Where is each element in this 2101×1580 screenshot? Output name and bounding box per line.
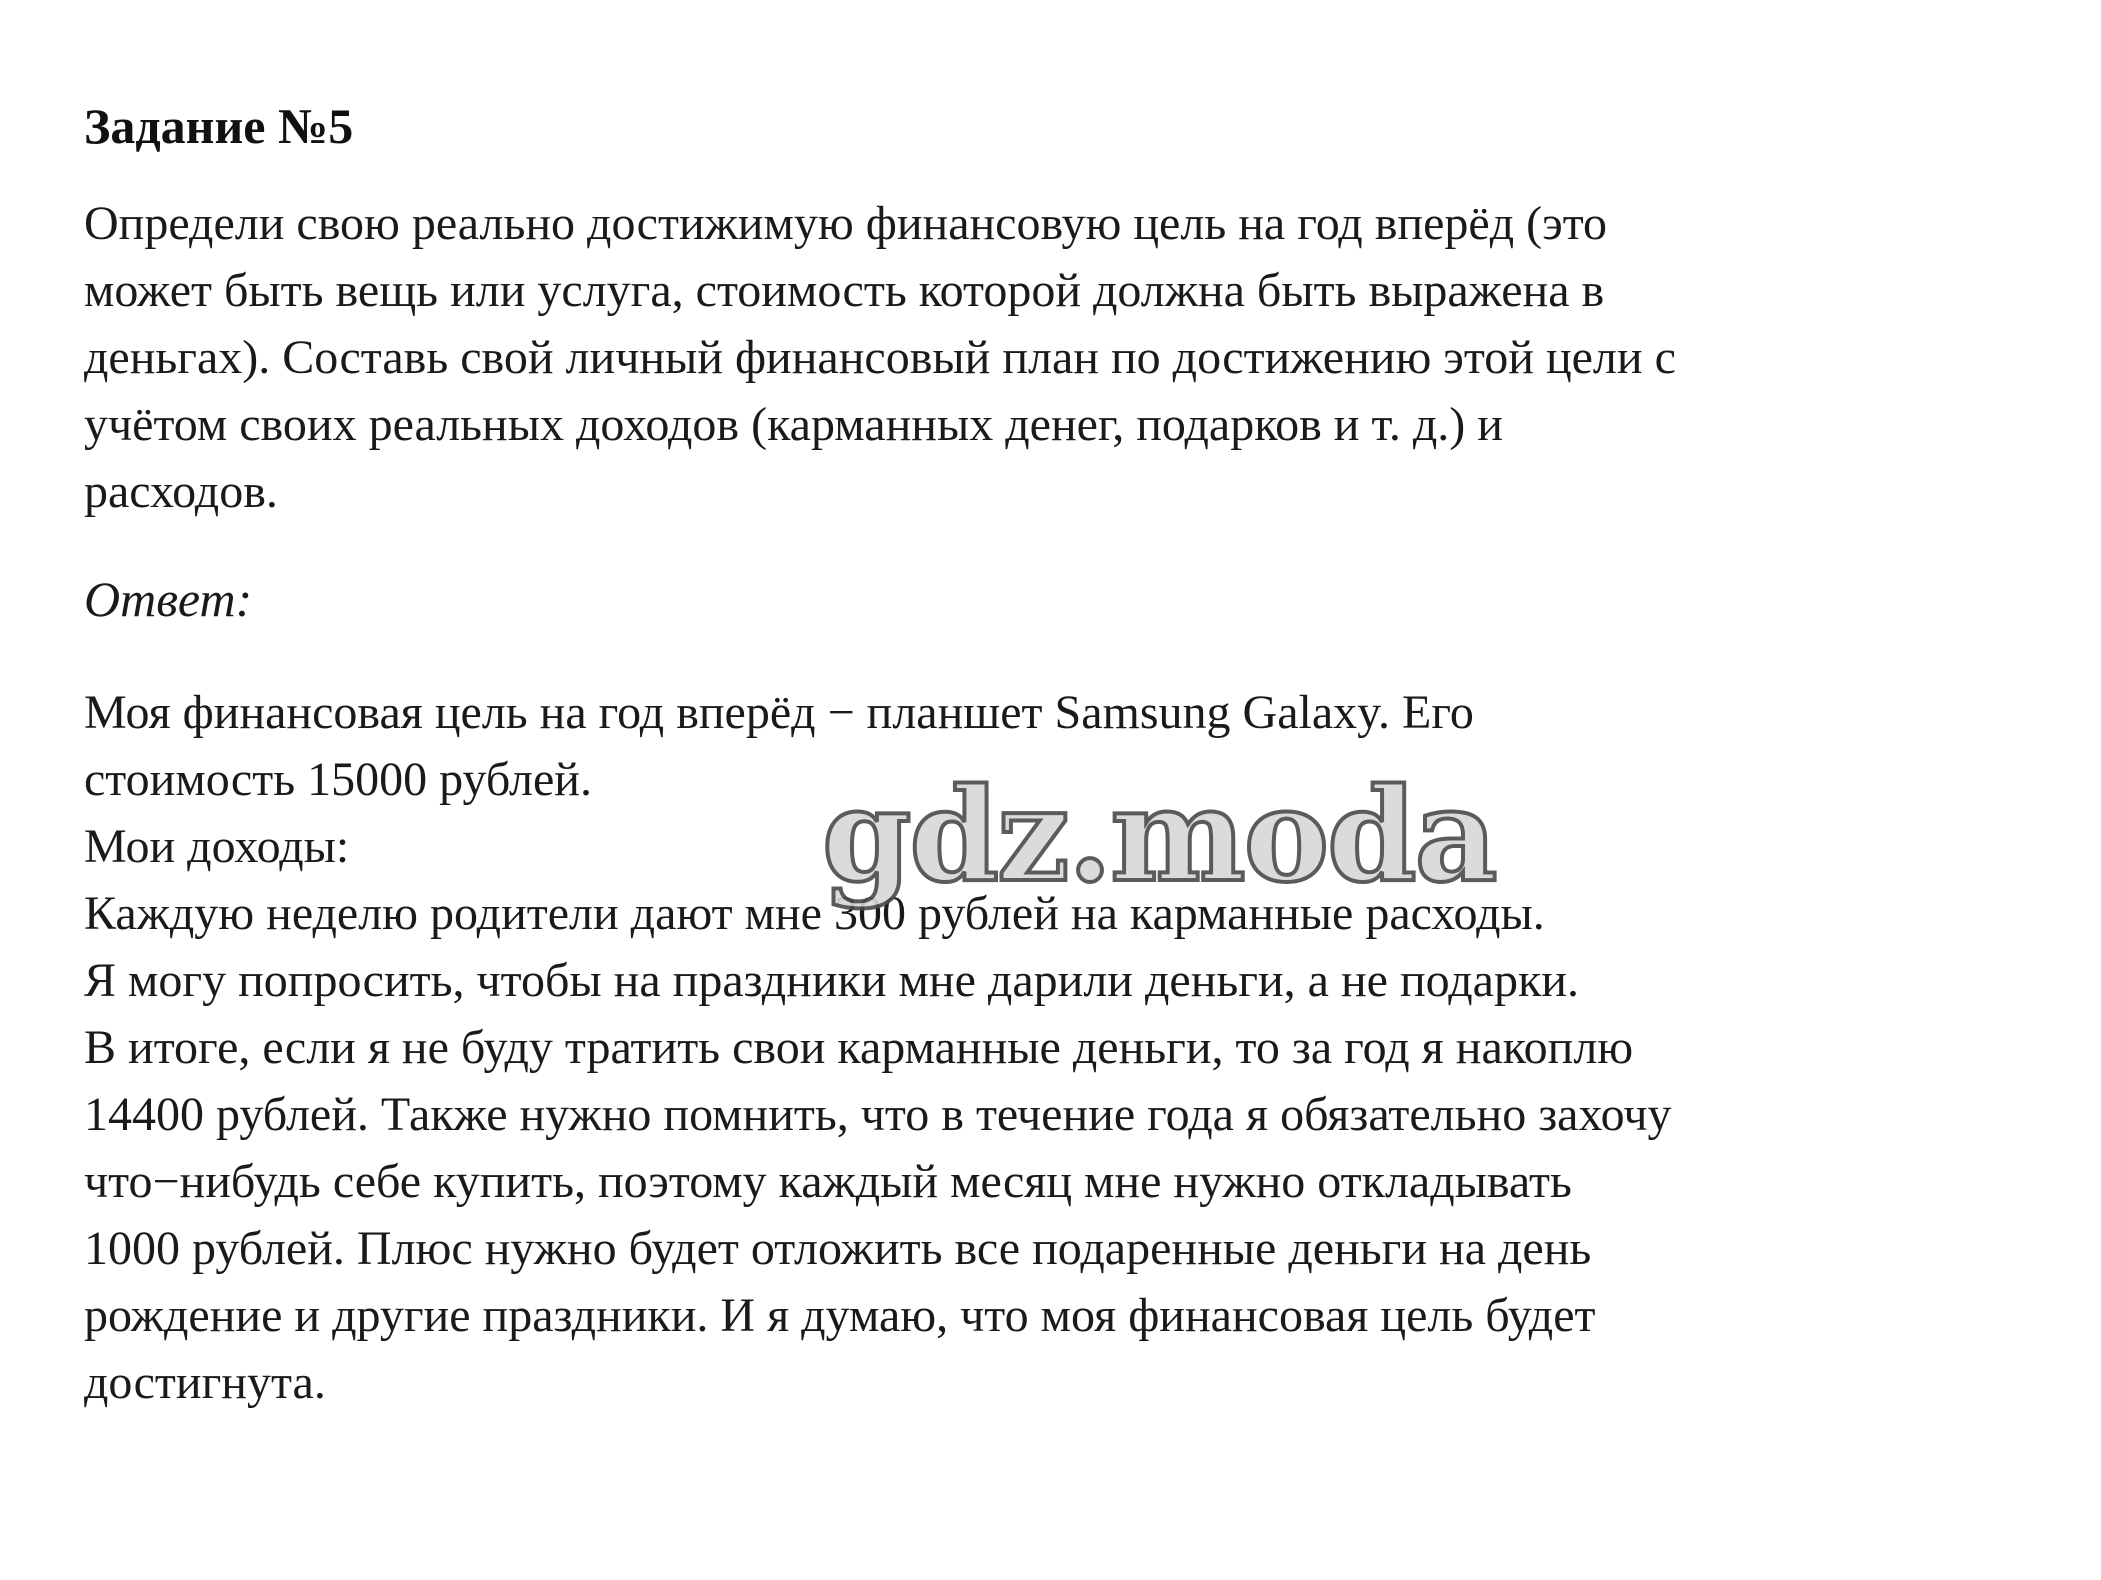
task-line: деньгах). Составь свой личный финансовый план по достижению этой цели с (84, 331, 1676, 384)
watermark-logo: gdz.moda (822, 761, 1496, 911)
answer-line: В итоге, если я не буду тратить свои карманные деньги, то за год я накоплю (84, 1021, 1634, 1074)
task-description (84, 190, 2074, 525)
answer-line: рождение и другие праздники. И я думаю, что моя финансовая цель будет (84, 1289, 1596, 1342)
answer-line: Я могу попросить, чтобы на праздники мне дарили деньги, а не подарки. (84, 954, 1579, 1007)
answer-line: Мои доходы: (84, 820, 350, 873)
answer-line: Моя финансовая цель на год вперёд − планшет Samsung Galaxy. Его (84, 686, 1474, 739)
answer-line: 1000 рублей. Плюс нужно будет отложить все подаренные деньги на день (84, 1222, 1592, 1275)
task-line: Определи свою реально достижимую финансовую цель на год вперёд (это (84, 197, 1608, 250)
task-line: может быть вещь или услуга, стоимость которой должна быть выражена в (84, 264, 1605, 317)
document-page (84, 96, 2074, 1416)
answer-line: 14400 рублей. Также нужно помнить, что в течение года я обязательно захочу (84, 1088, 1672, 1141)
task-line: расходов. (84, 465, 278, 518)
answer-line: достигнута. (84, 1356, 326, 1409)
answer-line: что−нибудь себе купить, поэтому каждый месяц мне нужно откладывать (84, 1155, 1572, 1208)
task-line: учётом своих реальных доходов (карманных денег, подарков и т. д.) и (84, 398, 1503, 451)
task-title: Задание №5 (84, 98, 354, 154)
answer-line: стоимость 15000 рублей. (84, 753, 592, 806)
answer-line: Каждую неделю родители дают мне 300 рублей на карманные расходы. (84, 887, 1545, 940)
answer-label: Ответ: (84, 571, 253, 627)
